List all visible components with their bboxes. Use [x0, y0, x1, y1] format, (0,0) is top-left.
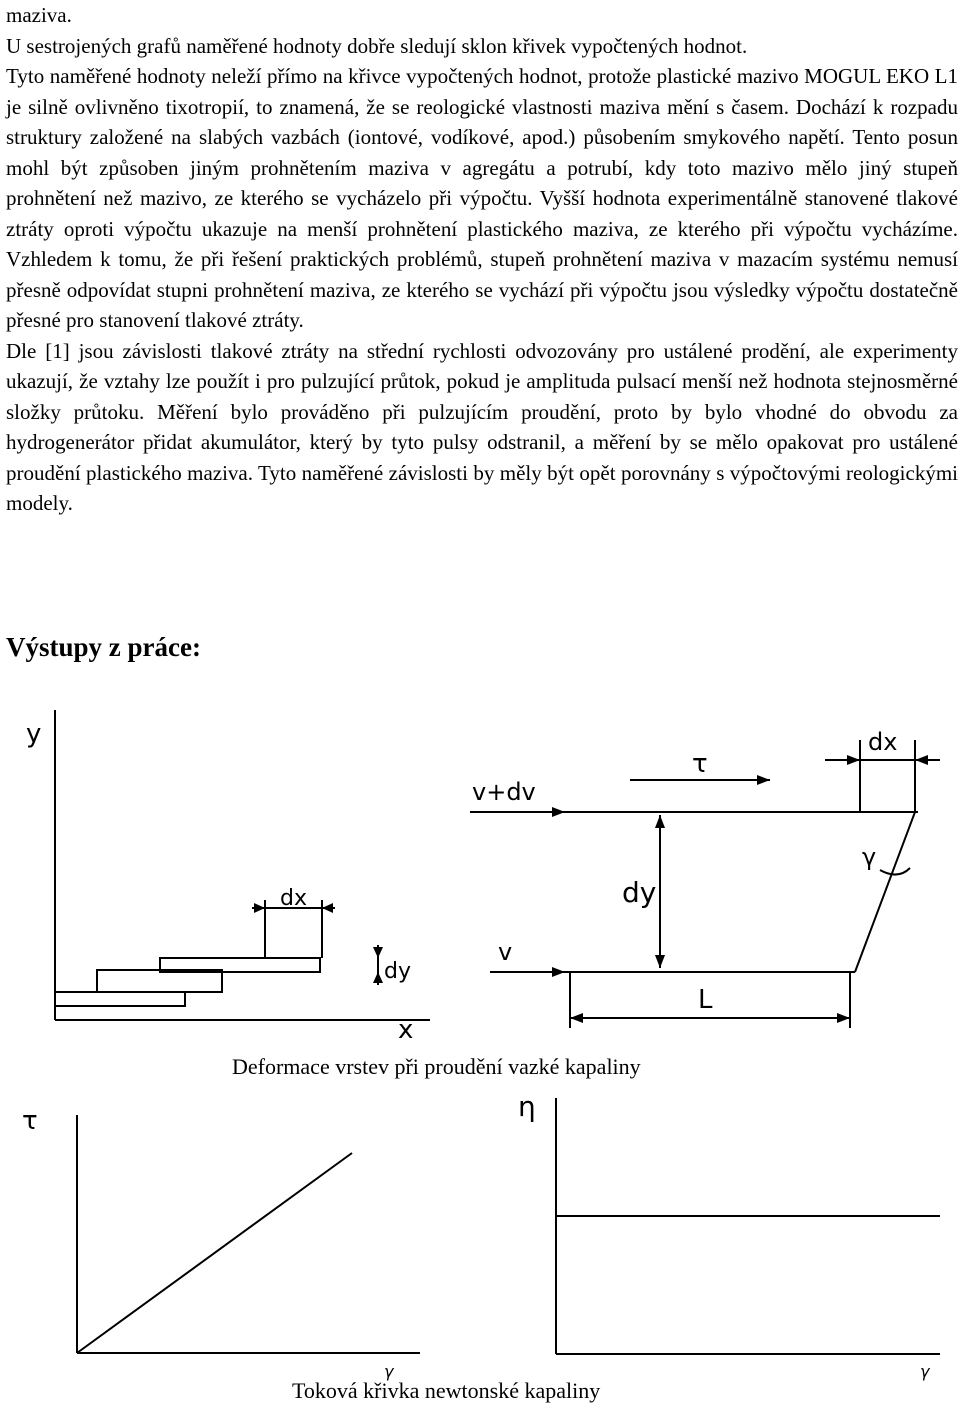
figure-2-caption: Toková křivka newtonské kapaliny [292, 1378, 601, 1403]
shear-element-diagram [470, 700, 950, 1040]
tau-label: τ [692, 749, 708, 779]
figure-1-caption: Deformace vrstev při proudění vazké kapaliny [232, 1054, 641, 1079]
gamma-axis-label: γ [384, 1362, 394, 1381]
body-text [6, 0, 958, 519]
paragraph-1: U sestrojených grafů naměřené hodnoty dobře sledují sklon křivek vypočtených hodnot. [6, 33, 748, 58]
l-label: L [698, 985, 713, 1015]
gamma-label: γ [862, 843, 877, 871]
layer-2 [97, 970, 222, 992]
dx-label: dx [868, 728, 898, 756]
flow-curve-tau-chart [0, 1095, 420, 1385]
section-heading: Výstupy z práce: [6, 632, 201, 662]
tau-line [77, 1153, 352, 1353]
dy-label: dy [622, 876, 657, 909]
v-label: v [498, 938, 513, 966]
eta-axis-label: η [518, 1090, 536, 1123]
x-axis-label: x [398, 1015, 414, 1045]
paragraph-fragment: maziva. [6, 3, 72, 27]
gamma-axis-label: γ [920, 1362, 930, 1381]
v-dv-label: v+dv [472, 778, 536, 806]
shear-slant [855, 812, 915, 972]
viscosity-curve-chart [520, 1090, 940, 1380]
paragraph-3: Dle [1] jsou závislosti tlakové ztráty na střední rychlosti odvozovány pro ustálené prodění, ale experimenty ukazují, že vztahy lze použít i pro pulzující průtok, pokud je amplituda pulsací menší než hodnota stejnosměrné složky průtoku. Měření bylo prováděno při pulzujícím proudění, proto by bylo vhodné do obvodu za hydrogenerátor přidat akumulátor, který by tyto pulsy odstranil, a měření by se mělo opakovat pro ustálené proudění plastického maziva. Tyto naměřené závislosti by měly být opět porovnány s výpočtovými reologickými modely. [6, 338, 958, 515]
layer-1 [55, 992, 185, 1006]
layer-deformation-diagram [0, 700, 430, 1045]
paragraph-2: Tyto naměřené hodnoty neleží přímo na křivce vypočtených hodnot, protože plastické mazivo MOGUL EKO L1 je silně ovlivněno tixotropií, to znamená, že se reologické vlastnosti maziva mění s časem. Dochází k rozpadu struktury založené na slabých vazbách (iontové, vodíkové, apod.) působením smykového napětí. Tento posun mohl být způsoben jiným prohnětením maziva v agregátu a potrubí, kdy toto mazivo mělo jiný stupeň prohnětení než mazivo, ze kterého se vycházelo při výpočtu. Vyšší hodnota experimentálně stanovené tlakové ztráty oproti výpočtu ukazuje na menší prohnětení plastického maziva, ze kterého při výpočtu vycházíme. Vzhledem k tomu, že při řešení praktických problémů, stupeň prohnětení maziva v mazacím systému nemusí přesně odpovídat stupni prohnětení maziva, ze kterého se vychází při výpočtu jsou výsledky výpočtu dostatečně přesné pro stanovení tlakové ztráty. [6, 64, 958, 332]
dx-label: dx [280, 886, 307, 911]
y-axis-label: y [26, 719, 42, 749]
tau-axis-label: τ [22, 1106, 38, 1136]
dy-label: dy [384, 959, 411, 984]
gamma-arc [880, 868, 910, 875]
